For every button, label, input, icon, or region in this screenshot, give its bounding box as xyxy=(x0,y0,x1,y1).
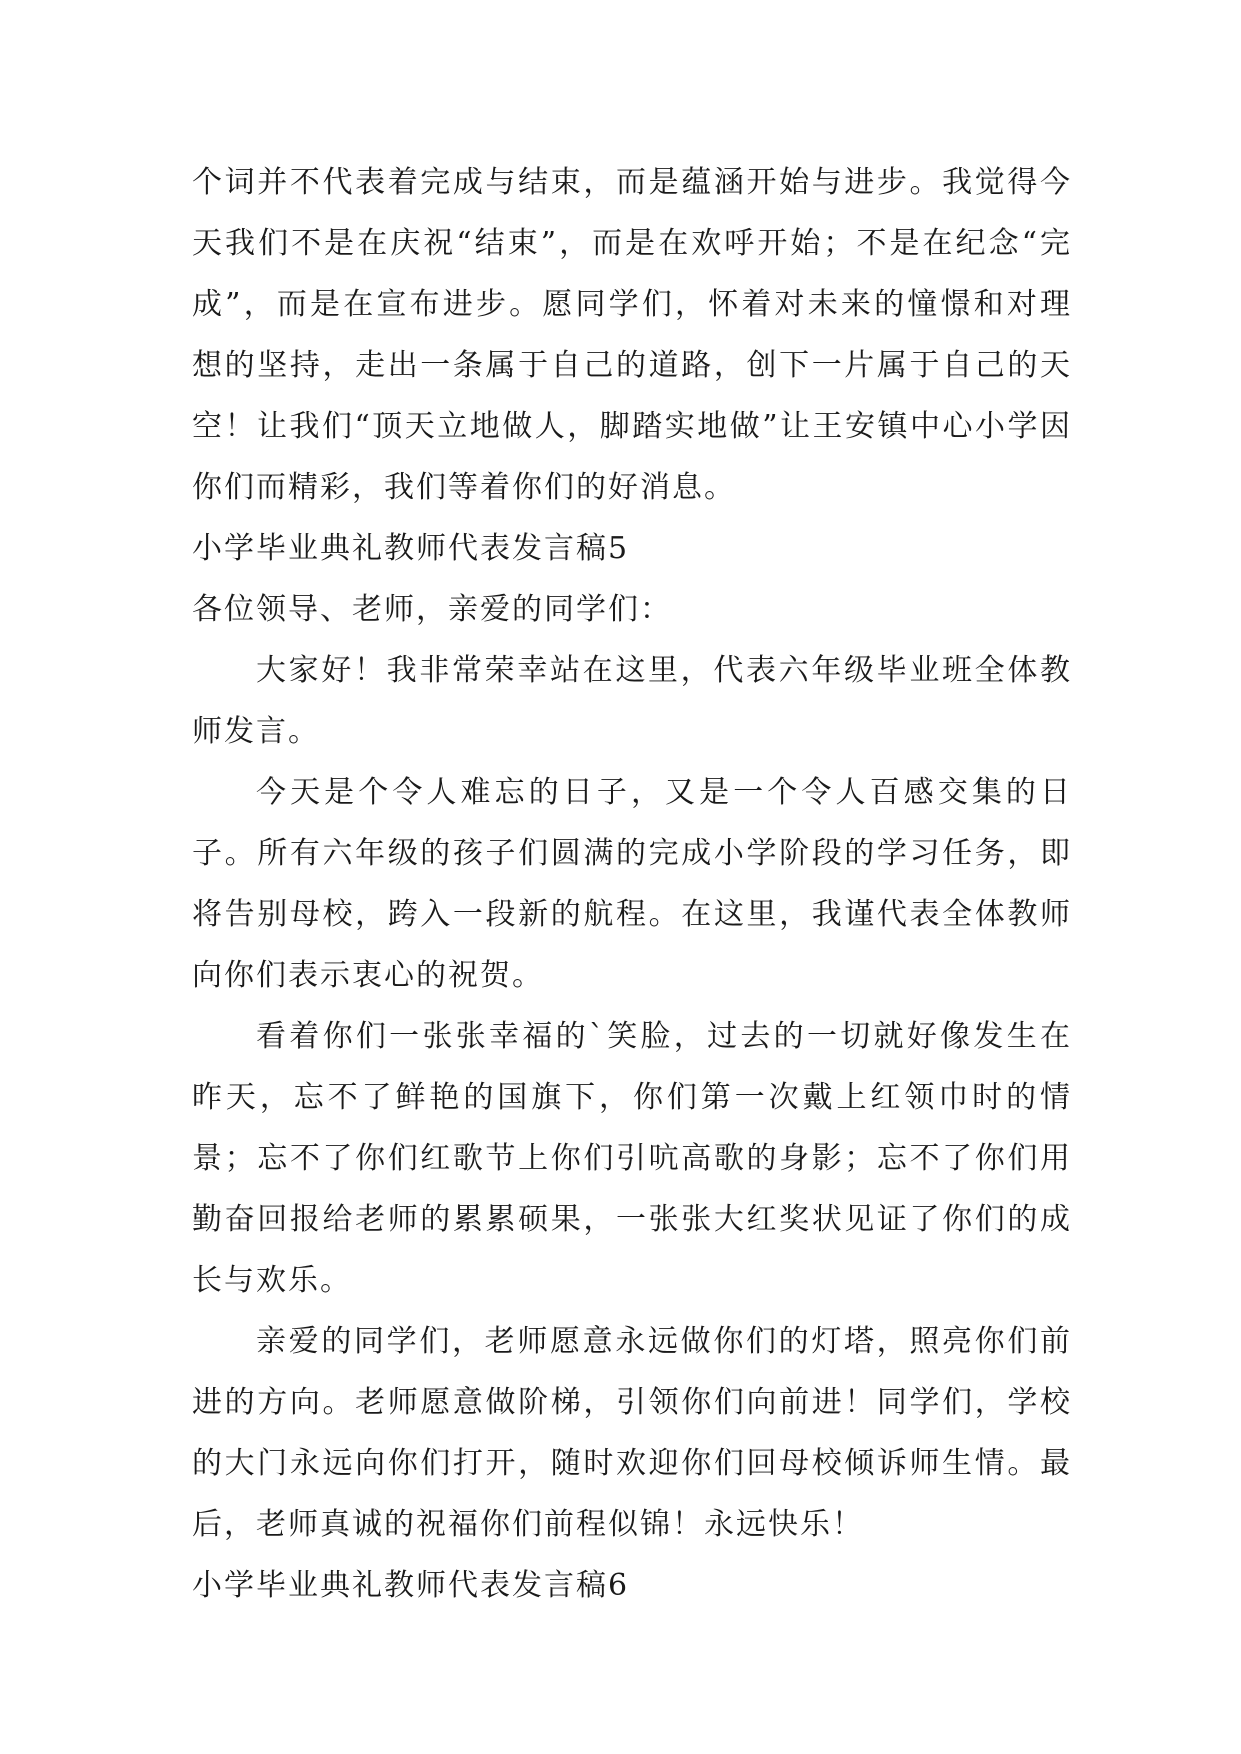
paragraph-intro: 个词并不代表着完成与结束，而是蕴涵开始与进步。我觉得今天我们不是在庆祝“结束”，而是在欢呼开始；不是在纪念“完成”，而是在宣布进步。愿同学们，怀着对未来的憧憬和对理想的坚持，走出一条属于自己的道路，创下一片属于自己的天空！让我们“顶天立地做人，脚踏实地做”让王安镇中心小学因你们而精彩，我们等着你们的好消息。 xyxy=(192,165,1072,505)
document-body xyxy=(192,152,1072,1616)
section-heading-5: 小学毕业典礼教师代表发言稿5 xyxy=(192,531,630,566)
paragraph-greeting: 大家好！我非常荣幸站在这里，代表六年级毕业班全体教师发言。 xyxy=(192,653,1072,749)
paragraph-memorable-day: 今天是个令人难忘的日子，又是一个令人百感交集的日子。所有六年级的孩子们圆满的完成小学阶段的学习任务，即将告别母校，跨入一段新的航程。在这里，我谨代表全体教师向你们表示衷心的祝贺。 xyxy=(192,775,1072,993)
paragraph-memories: 看着你们一张张幸福的`笑脸，过去的一切就好像发生在昨天，忘不了鲜艳的国旗下，你们第一次戴上红领巾时的情景；忘不了你们红歌节上你们引吭高歌的身影；忘不了你们用勤奋回报给老师的累累硕果，一张张大红奖状见证了你们的成长与欢乐。 xyxy=(192,1019,1072,1298)
salutation: 各位领导、老师，亲爱的同学们： xyxy=(192,592,672,627)
paragraph-blessing: 亲爱的同学们，老师愿意永远做你们的灯塔，照亮你们前进的方向。老师愿意做阶梯，引领你们向前进！同学们，学校的大门永远向你们打开，随时欢迎你们回母校倾诉师生情。最后，老师真诚的祝福你们前程似锦！永远快乐！ xyxy=(192,1324,1072,1542)
section-heading-6: 小学毕业典礼教师代表发言稿6 xyxy=(192,1568,630,1603)
